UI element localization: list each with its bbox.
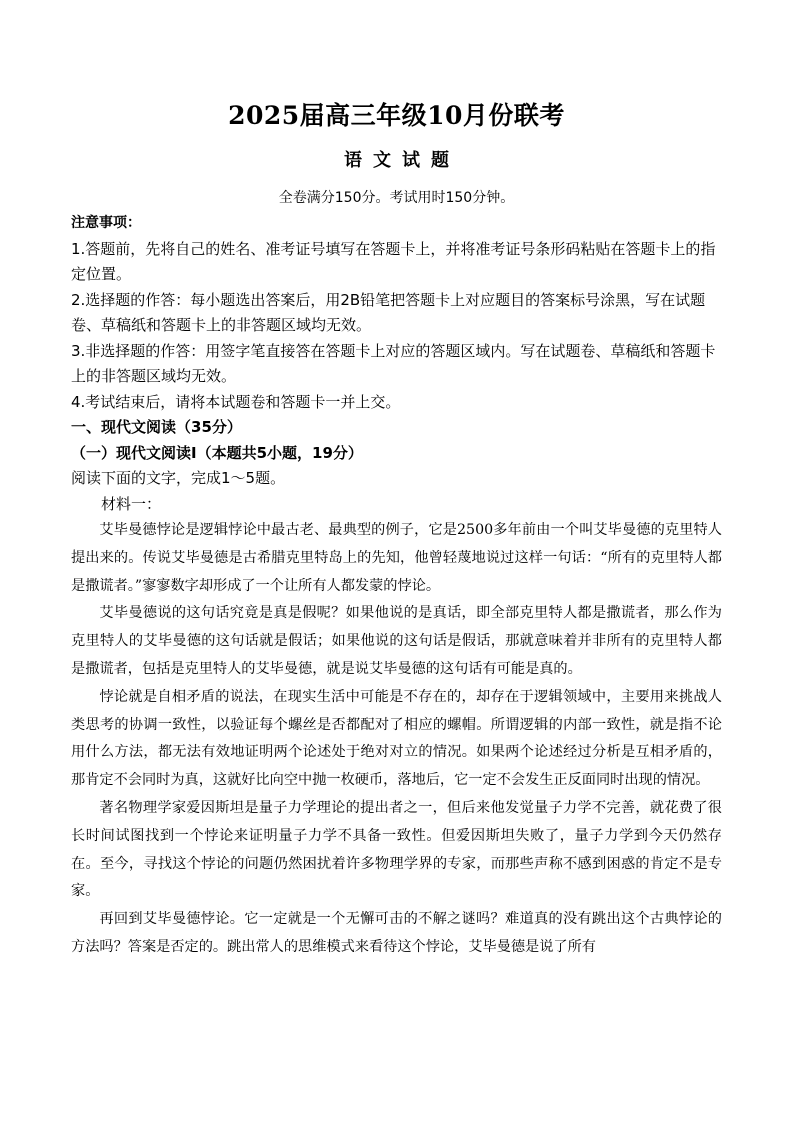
material-paragraph: 艾毕曼德悖论是逻辑悖论中最古老、最典型的例子，它是2500多年前由一个叫艾毕曼德的克里特人提出来的。传说艾毕曼德是古希腊克里特岛上的先知，他曾轻蔑地说过这样一句话：“所有的克里特人都是撒谎者。”寥寥数字却形成了一个让所有人都发蒙的悖论。 xyxy=(71,522,722,594)
exam-info: 全卷满分150分。考试用时150分钟。 xyxy=(278,190,515,206)
section-heading: 一、现代文阅读（35分） xyxy=(71,418,242,436)
note-item-3: 3.非选择题的作答：用签字笔直接答在答题卡上对应的答题区域内。写在试题卷、草稿纸和答题卡上的非答题区域均无效。 xyxy=(71,341,716,385)
page-title: 2025届高三年级10月份联考 xyxy=(228,101,565,130)
note-item-4: 4.考试结束后，请将本试题卷和答题卡一并上交。 xyxy=(71,392,401,411)
note-item-1: 1.答题前，先将自己的姓名、准考证号填写在答题卡上，并将准考证号条形码粘贴在答题卡上的指定位置。 xyxy=(71,239,716,283)
section-subheading: （一）现代文阅读Ⅰ（本题共5小题，19分） xyxy=(71,443,363,462)
material-paragraph: 再回到艾毕曼德悖论。它一定就是一个无懈可击的不解之谜吗？难道真的没有跳出这个古典悖论的方法吗？答案是否定的。跳出常人的思维模式来看待这个悖论，艾毕曼德是说了所有 xyxy=(71,911,722,955)
exam-content xyxy=(71,211,722,962)
notes-heading: 注意事项： xyxy=(71,215,141,231)
section-instruction: 阅读下面的文字，完成1～5题。 xyxy=(71,469,286,487)
material-text xyxy=(71,517,722,962)
material-paragraph: 悖论就是自相矛盾的说法，在现实生活中可能是不存在的，却存在于逻辑领域中，主要用来挑战人类思考的协调一致性，以验证每个螺丝是否都配对了相应的螺帽。所谓逻辑的内部一致性，就是指不论用什么方法，都无法有效地证明两个论述处于绝对对立的情况。如果两个论述经过分析是互相矛盾的，那肯定不会同时为真，这就好比向空中抛一枚硬币，落地后，它一定不会发生正反面同时出现的情况。 xyxy=(71,688,722,789)
material-label: 材料一： xyxy=(101,494,162,513)
subject-title: 语文试题 xyxy=(344,150,460,171)
note-item-2: 2.选择题的作答：每小题选出答案后，用2B铅笔把答题卡上对应题目的答案标号涂黑，写在试题卷、草稿纸和答题卡上的非答题区域均无效。 xyxy=(71,290,706,334)
material-paragraph: 艾毕曼德说的这句话究竟是真是假呢？如果他说的是真话，即全部克里特人都是撒谎者，那么作为克里特人的艾毕曼德的这句话就是假话；如果他说的这句话是假话，那就意味着并非所有的克里特人都是撒谎者，包括是克里特人的艾毕曼德，就是说艾毕曼德的这句话有可能是真的。 xyxy=(71,605,722,677)
material-paragraph: 著名物理学家爱因斯坦是量子力学理论的提出者之一，但后来他发觉量子力学不完善，就花费了很长时间试图找到一个悖论来证明量子力学不具备一致性。但爱因斯坦失败了，量子力学到今天仍然存在。至今，寻找这个悖论的问题仍然困扰着许多物理学界的专家，而那些声称不感到困惑的肯定不是专家。 xyxy=(71,799,722,900)
